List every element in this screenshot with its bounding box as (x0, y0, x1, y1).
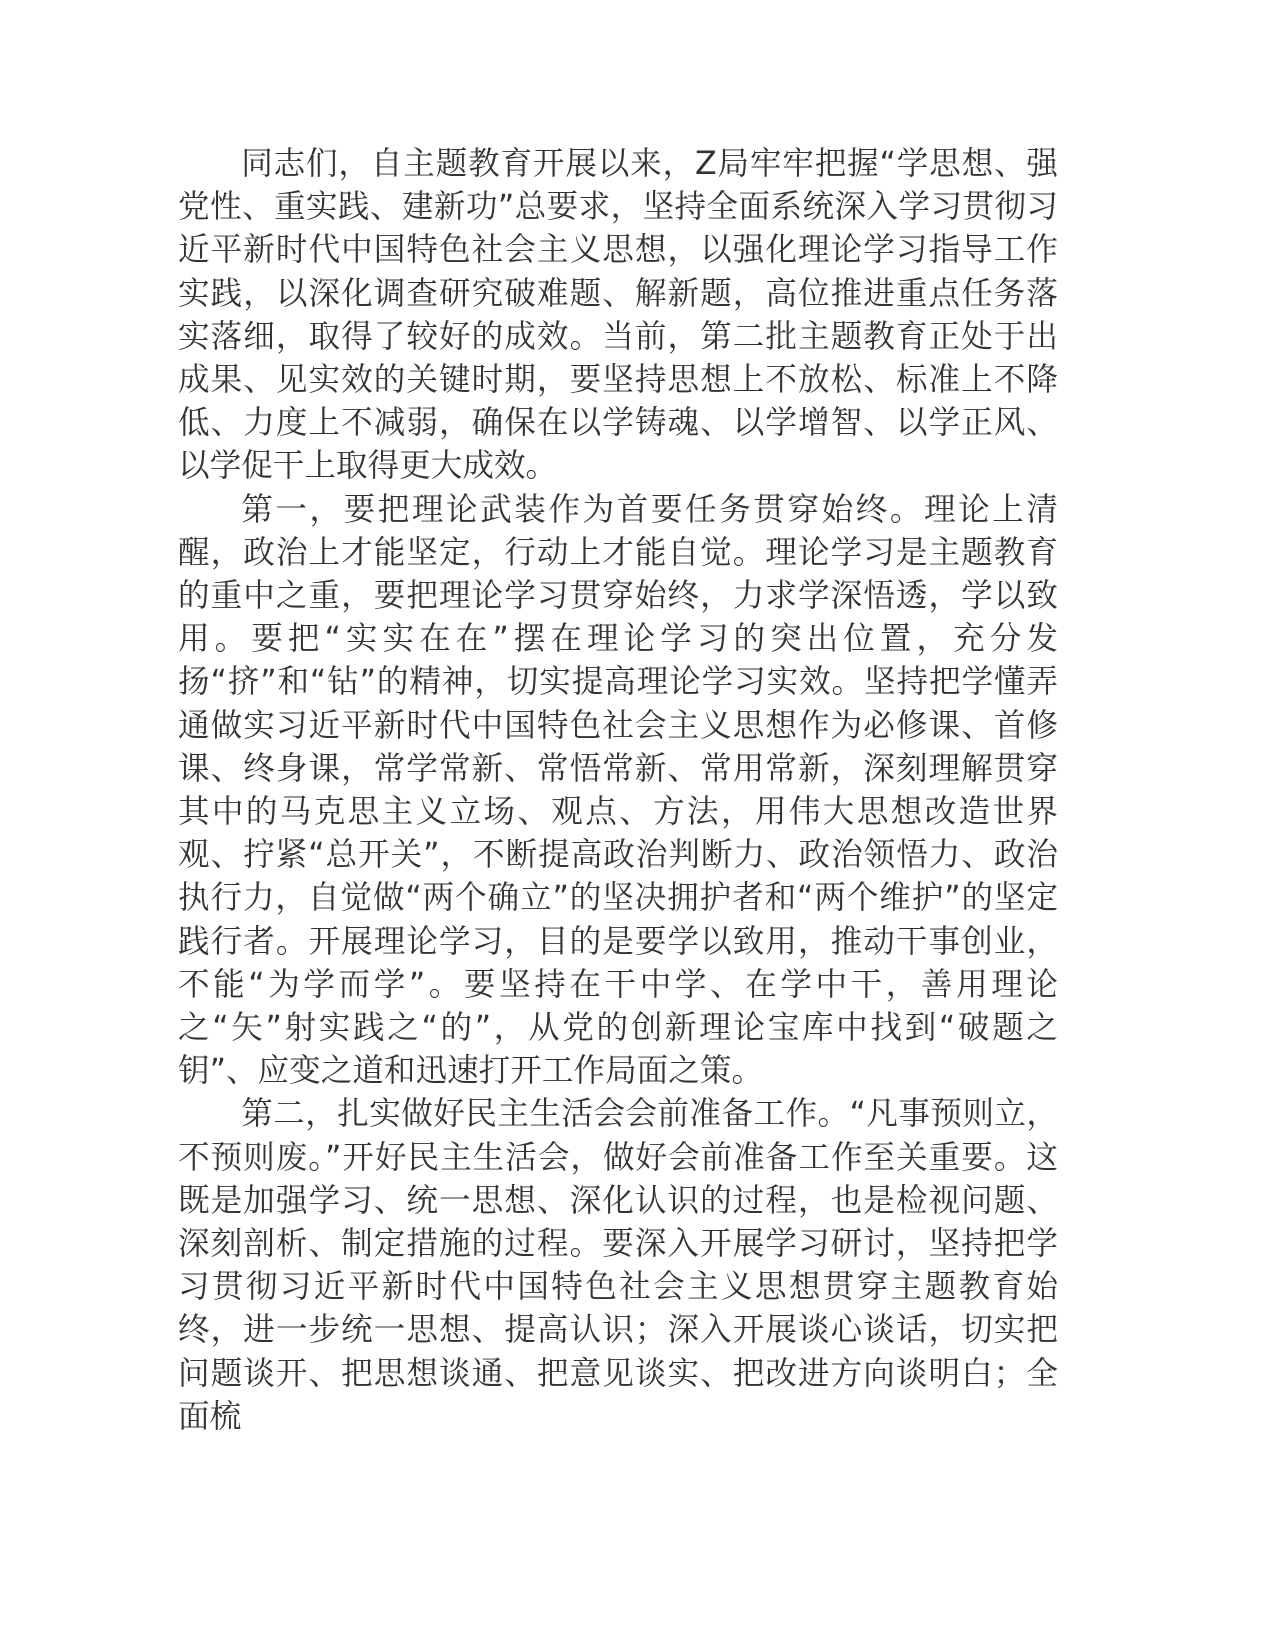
paragraph-second: 第二，扎实做好民主生活会会前准备工作。“凡事预则立，不预则废。”开好民主生活会，做好会前准备工作至关重要。这既是加强学习、统一思想、深化认识的过程，也是检视问题、深刻剖析、制定措施的过程。要深入开展学习研讨，坚持把学习贯彻习近平新时代中国特色社会主义思想贯穿主题教育始终，进一步统一思想、提高认识；深入开展谈心谈话，切实把问题谈开、把思想谈通、把意见谈实、把改进方向谈明白；全面梳 (178, 1096, 1058, 1435)
paragraph-first: 第一，要把理论武装作为首要任务贯穿始终。理论上清醒，政治上才能坚定，行动上才能自觉。理论学习是主题教育的重中之重，要把理论学习贯穿始终，力求学深悟透，学以致用。要把“实实在在”摆在理论学习的突出位置，充分发扬“挤”和“钻”的精神，切实提高理论学习实效。坚持把学懂弄通做实习近平新时代中国特色社会主义思想作为必修课、首修课、终身课，常学常新、常悟常新、常用常新，深刻理解贯穿其中的马克思主义立场、观点、方法，用伟大思想改造世界观、拧紧“总开关”，不断提高政治判断力、政治领悟力、政治执行力，自觉做“两个确立”的坚决拥护者和“两个维护”的坚定践行者。开展理论学习，目的是要学以致用，推动干事创业，不能“为学而学”。要坚持在干中学、在学中干，善用理论之“矢”射实践之“的”，从党的创新理论宝库中找到“破题之钥”、应变之道和迅速打开工作局面之策。 (178, 491, 1058, 1090)
body-text (178, 143, 1058, 1439)
paragraph-intro: 同志们，自主题教育开展以来，Z局牢牢把握“学思想、强党性、重实践、建新功”总要求，坚持全面系统深入学习贯彻习近平新时代中国特色社会主义思想，以强化理论学习指导工作实践，以深化调查研究破难题、解新题，高位推进重点任务落实落细，取得了较好的成效。当前，第二批主题教育正处于出成果、见实效的关键时期，要坚持思想上不放松、标准上不降低、力度上不减弱，确保在以学铸魂、以学增智、以学正风、以学促干上取得更大成效。 (178, 146, 1058, 485)
